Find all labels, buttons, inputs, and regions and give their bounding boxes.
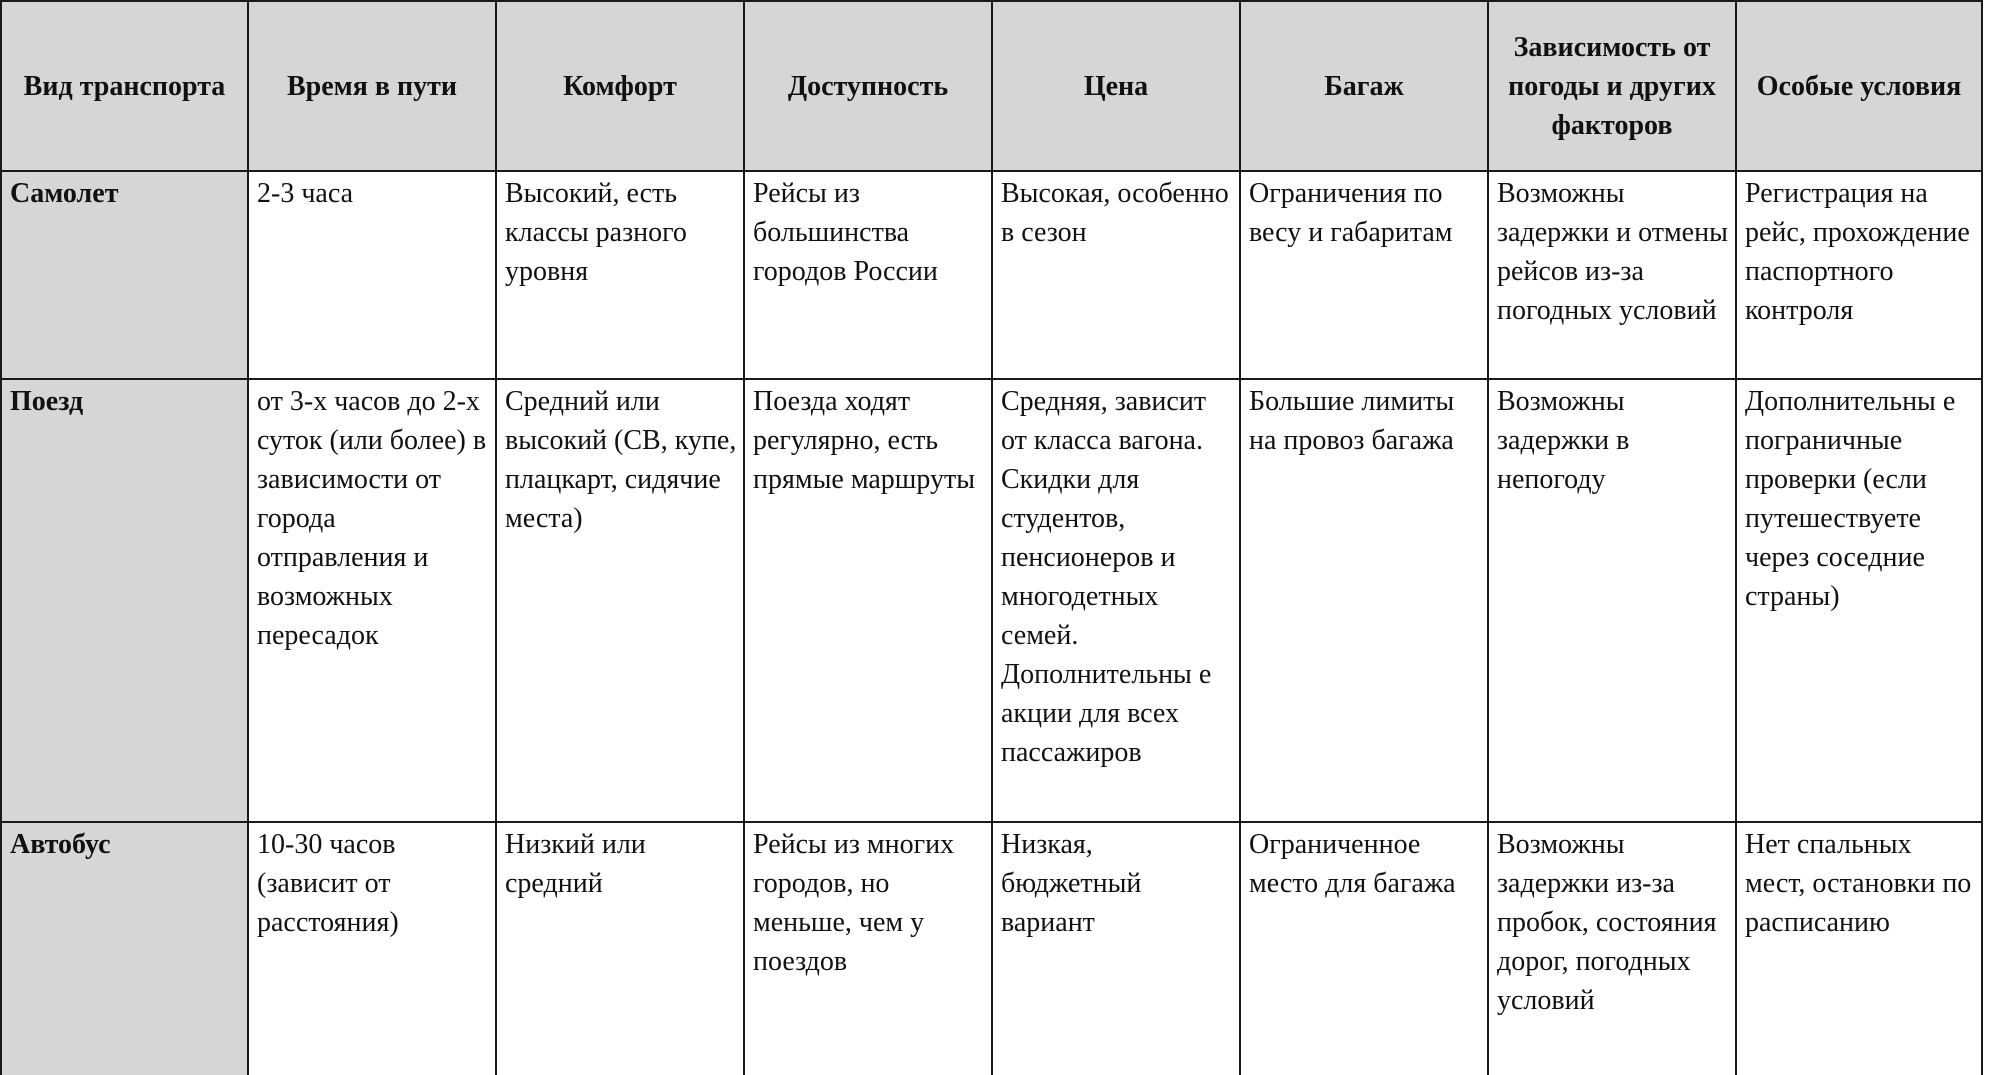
header-conditions: Особые условия [1736,1,1982,171]
table-row-bus [1,822,1982,1075]
cell-comfort: Высокий, есть классы разного уровня [496,171,744,379]
cell-time: 2-3 часа [248,171,496,379]
header-time: Время в пути [248,1,496,171]
cell-mode: Автобус [1,822,248,1075]
table-row-plane [1,171,1982,379]
cell-time: 10-30 часов (зависит от расстояния) [248,822,496,1075]
header-dependency: Зависимость от погоды и других факторов [1488,1,1736,171]
cell-baggage: Большие лимиты на провоз багажа [1240,379,1488,822]
cell-time: от 3-х часов до 2-х суток (или более) в зависимости от города отправления и возможных пересадок [248,379,496,822]
cell-comfort: Средний или высокий (СВ, купе, плацкарт, сидячие места) [496,379,744,822]
table-header-row [1,1,1982,171]
cell-price: Средняя, зависит от класса вагона. Скидки для студентов, пенсионеров и многодетных семей. Дополнительны е акции для всех пассажиров [992,379,1240,822]
cell-price: Высокая, особенно в сезон [992,171,1240,379]
cell-availability: Рейсы из многих городов, но меньше, чем у поездов [744,822,992,1075]
cell-conditions: Нет спальных мест, остановки по расписанию [1736,822,1982,1075]
cell-baggage: Ограниченное место для багажа [1240,822,1488,1075]
cell-conditions: Дополнительны е пограничные проверки (если путешествуете через соседние страны) [1736,379,1982,822]
cell-dependency: Возможны задержки и отмены рейсов из-за погодных условий [1488,171,1736,379]
header-price: Цена [992,1,1240,171]
cell-mode: Самолет [1,171,248,379]
cell-dependency: Возможны задержки в непогоду [1488,379,1736,822]
cell-availability: Рейсы из большинства городов России [744,171,992,379]
header-baggage: Багаж [1240,1,1488,171]
cell-availability: Поезда ходят регулярно, есть прямые маршруты [744,379,992,822]
table-row-train [1,379,1982,822]
cell-conditions: Регистрация на рейс, прохождение паспортного контроля [1736,171,1982,379]
header-mode: Вид транспорта [1,1,248,171]
cell-dependency: Возможны задержки из-за пробок, состояния дорог, погодных условий [1488,822,1736,1075]
cell-mode: Поезд [1,379,248,822]
cell-baggage: Ограничения по весу и габаритам [1240,171,1488,379]
header-comfort: Комфорт [496,1,744,171]
cell-comfort: Низкий или средний [496,822,744,1075]
cell-price: Низкая, бюджетный вариант [992,822,1240,1075]
header-availability: Доступность [744,1,992,171]
